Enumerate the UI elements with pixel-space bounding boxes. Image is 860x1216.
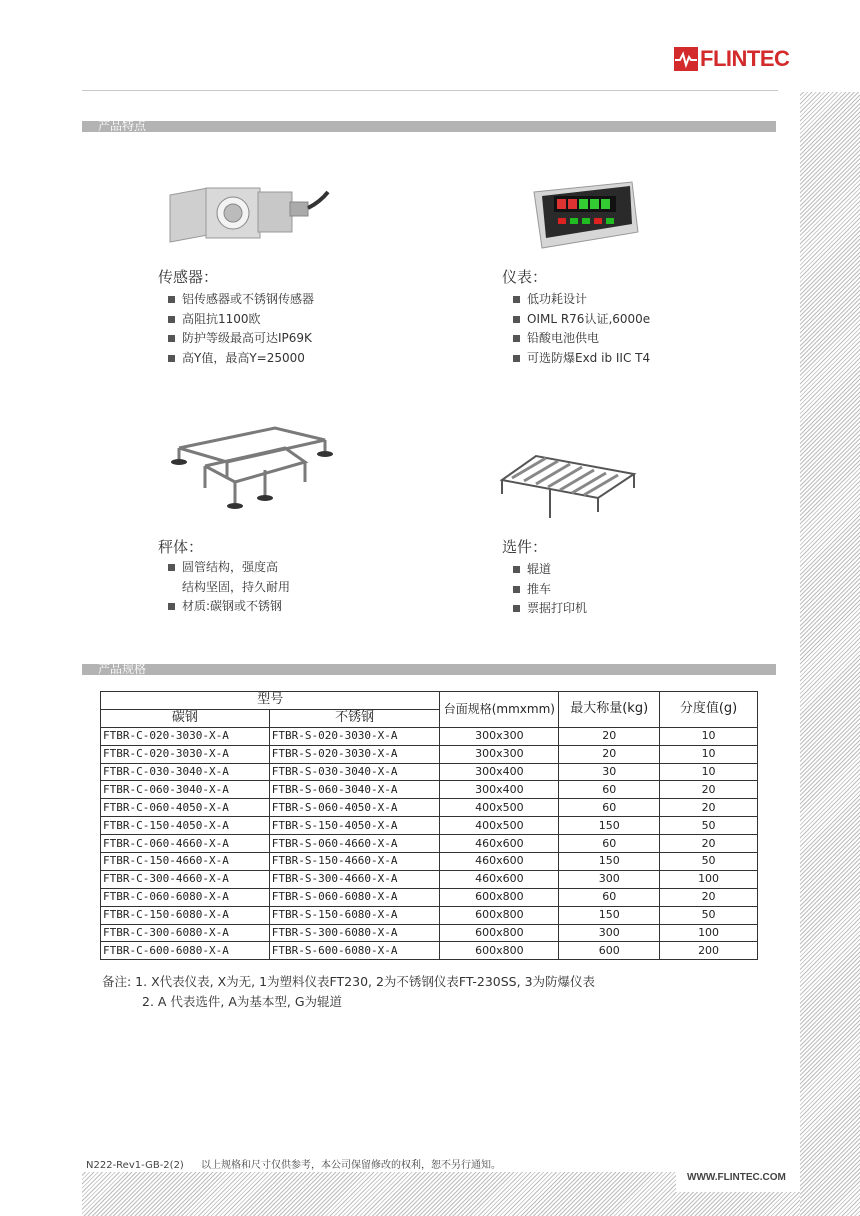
division-cell: 10: [660, 745, 758, 763]
capacity-cell: 60: [559, 888, 660, 906]
capacity-cell: 60: [559, 835, 660, 853]
notes: [102, 972, 595, 1012]
spec-table: [100, 691, 758, 960]
carbon-model-cell: FTBR-C-600-6080-X-A: [101, 942, 270, 960]
header-rule: [82, 90, 778, 91]
list-item: 铅酸电池供电: [511, 329, 650, 349]
capacity-cell: 20: [559, 745, 660, 763]
stainless-model-cell: FTBR-S-600-6080-X-A: [269, 942, 440, 960]
list-item: 结构坚固，持久耐用: [182, 579, 291, 594]
list-item: 材质:碳钢或不锈钢: [166, 597, 290, 617]
list-item: 可选防爆Exd ib IIC T4: [511, 349, 650, 369]
header-capacity: 最大称量(kg): [559, 692, 660, 728]
stainless-model-cell: FTBR-S-300-4660-X-A: [269, 870, 440, 888]
flintec-logo: [674, 46, 789, 72]
division-cell: 10: [660, 763, 758, 781]
platform-cell: 300x300: [440, 745, 559, 763]
list-item: OIML R76认证,6000e: [511, 310, 650, 330]
stainless-model-cell: FTBR-S-060-4050-X-A: [269, 799, 440, 817]
division-cell: 20: [660, 799, 758, 817]
roller-photo: [498, 450, 638, 526]
load-cell-photo: [160, 180, 340, 254]
division-cell: 100: [660, 870, 758, 888]
header-carbon: 碳钢: [101, 709, 270, 727]
platform-cell: 460x600: [440, 870, 559, 888]
scale-frame-photo: [165, 418, 335, 517]
capacity-cell: 20: [559, 727, 660, 745]
capacity-cell: 150: [559, 853, 660, 871]
feature-list-options: [511, 560, 587, 619]
feature-list-indicator: [511, 290, 650, 368]
carbon-model-cell: FTBR-C-060-3040-X-A: [101, 781, 270, 799]
capacity-cell: 150: [559, 817, 660, 835]
table-row: [101, 853, 758, 871]
division-cell: 20: [660, 888, 758, 906]
feature-title-frame: 秤体：: [158, 538, 204, 556]
division-cell: 50: [660, 906, 758, 924]
table-row: [101, 799, 758, 817]
logo-mark-icon: [674, 47, 698, 71]
website-link[interactable]: WWW.FLINTEC.COM: [687, 1172, 786, 1183]
header-division: 分度值(g): [660, 692, 758, 728]
carbon-model-cell: FTBR-C-020-3030-X-A: [101, 727, 270, 745]
table-row: [101, 727, 758, 745]
carbon-model-cell: FTBR-C-060-6080-X-A: [101, 888, 270, 906]
feature-title-options: 选件：: [502, 538, 548, 556]
platform-cell: 600x800: [440, 888, 559, 906]
feature-title-sensor: 传感器：: [158, 268, 219, 286]
table-row: [101, 817, 758, 835]
stainless-model-cell: FTBR-S-300-6080-X-A: [269, 924, 440, 942]
list-item: 高Y值，最高Y=25000: [166, 349, 314, 369]
list-item: 防护等级最高可达IP69K: [166, 329, 314, 349]
doc-code: N222-Rev1-GB-2(2): [86, 1160, 184, 1171]
disclaimer: 以上规格和尺寸仅供参考，本公司保留修改的权利，恕不另行通知。: [201, 1160, 502, 1171]
stainless-model-cell: FTBR-S-060-3040-X-A: [269, 781, 440, 799]
platform-cell: 600x800: [440, 924, 559, 942]
division-cell: 100: [660, 924, 758, 942]
division-cell: 200: [660, 942, 758, 960]
stainless-model-cell: FTBR-S-060-6080-X-A: [269, 888, 440, 906]
platform-cell: 460x600: [440, 853, 559, 871]
platform-cell: 600x800: [440, 906, 559, 924]
list-item: 高阻抗1100欧: [166, 310, 314, 330]
header-model: 型号: [101, 692, 440, 710]
capacity-cell: 150: [559, 906, 660, 924]
platform-cell: 460x600: [440, 835, 559, 853]
division-cell: 10: [660, 727, 758, 745]
capacity-cell: 30: [559, 763, 660, 781]
list-item: 铝传感器或不锈钢传感器: [166, 290, 314, 310]
feature-title-indicator: 仪表：: [502, 268, 548, 286]
division-cell: 20: [660, 781, 758, 799]
carbon-model-cell: FTBR-C-060-4050-X-A: [101, 799, 270, 817]
table-row: [101, 870, 758, 888]
table-row: [101, 942, 758, 960]
carbon-model-cell: FTBR-C-300-6080-X-A: [101, 924, 270, 942]
header-stainless: 不锈钢: [269, 709, 440, 727]
platform-cell: 300x400: [440, 781, 559, 799]
carbon-model-cell: FTBR-C-150-6080-X-A: [101, 906, 270, 924]
table-row: [101, 745, 758, 763]
feature-list-sensor: [166, 290, 314, 368]
note-line-2: 2. A 代表选件, A为基本型, G为辊道: [142, 994, 343, 1009]
platform-cell: 300x300: [440, 727, 559, 745]
indicator-photo: [532, 178, 642, 258]
note-line-1: 备注: 1. X代表仪表, X为无, 1为塑料仪表FT230, 2为不锈钢仪表FT-230SS, 3为防爆仪表: [102, 974, 596, 989]
section-bar-features: [82, 121, 776, 132]
division-cell: 20: [660, 835, 758, 853]
section-bar-specs: [82, 664, 776, 675]
stainless-model-cell: FTBR-S-020-3030-X-A: [269, 745, 440, 763]
carbon-model-cell: FTBR-C-300-4660-X-A: [101, 870, 270, 888]
decorative-hatch-right: [800, 92, 860, 1216]
stainless-model-cell: FTBR-S-150-4050-X-A: [269, 817, 440, 835]
list-item: 票据打印机: [511, 599, 587, 619]
capacity-cell: 60: [559, 799, 660, 817]
logo-text: FLINTEC: [700, 46, 790, 71]
capacity-cell: 60: [559, 781, 660, 799]
platform-cell: 400x500: [440, 799, 559, 817]
table-row: [101, 888, 758, 906]
platform-cell: 300x400: [440, 763, 559, 781]
carbon-model-cell: FTBR-C-060-4660-X-A: [101, 835, 270, 853]
capacity-cell: 300: [559, 924, 660, 942]
table-row: [101, 781, 758, 799]
list-item: 圆管结构，强度高: [166, 558, 290, 578]
division-cell: 50: [660, 853, 758, 871]
list-item: 辊道: [511, 560, 587, 580]
table-row: [101, 924, 758, 942]
stainless-model-cell: FTBR-S-150-4660-X-A: [269, 853, 440, 871]
spec-table-body: [101, 727, 758, 960]
list-item: 低功耗设计: [511, 290, 650, 310]
table-row: [101, 906, 758, 924]
table-row: [101, 763, 758, 781]
carbon-model-cell: FTBR-C-030-3040-X-A: [101, 763, 270, 781]
platform-cell: 400x500: [440, 817, 559, 835]
stainless-model-cell: FTBR-S-150-6080-X-A: [269, 906, 440, 924]
list-item: 推车: [511, 580, 587, 600]
stainless-model-cell: FTBR-S-060-4660-X-A: [269, 835, 440, 853]
division-cell: 50: [660, 817, 758, 835]
stainless-model-cell: FTBR-S-030-3040-X-A: [269, 763, 440, 781]
footer-text: [86, 1156, 501, 1171]
carbon-model-cell: FTBR-C-150-4050-X-A: [101, 817, 270, 835]
platform-cell: 600x800: [440, 942, 559, 960]
feature-list-frame: [166, 558, 290, 617]
capacity-cell: 600: [559, 942, 660, 960]
section-title-specs: 产品规格: [98, 662, 147, 676]
stainless-model-cell: FTBR-S-020-3030-X-A: [269, 727, 440, 745]
carbon-model-cell: FTBR-C-020-3030-X-A: [101, 745, 270, 763]
header-platform: 台面规格(mmxmm): [440, 692, 559, 728]
table-row: [101, 835, 758, 853]
section-title-features: 产品特点: [98, 119, 147, 133]
capacity-cell: 300: [559, 870, 660, 888]
carbon-model-cell: FTBR-C-150-4660-X-A: [101, 853, 270, 871]
